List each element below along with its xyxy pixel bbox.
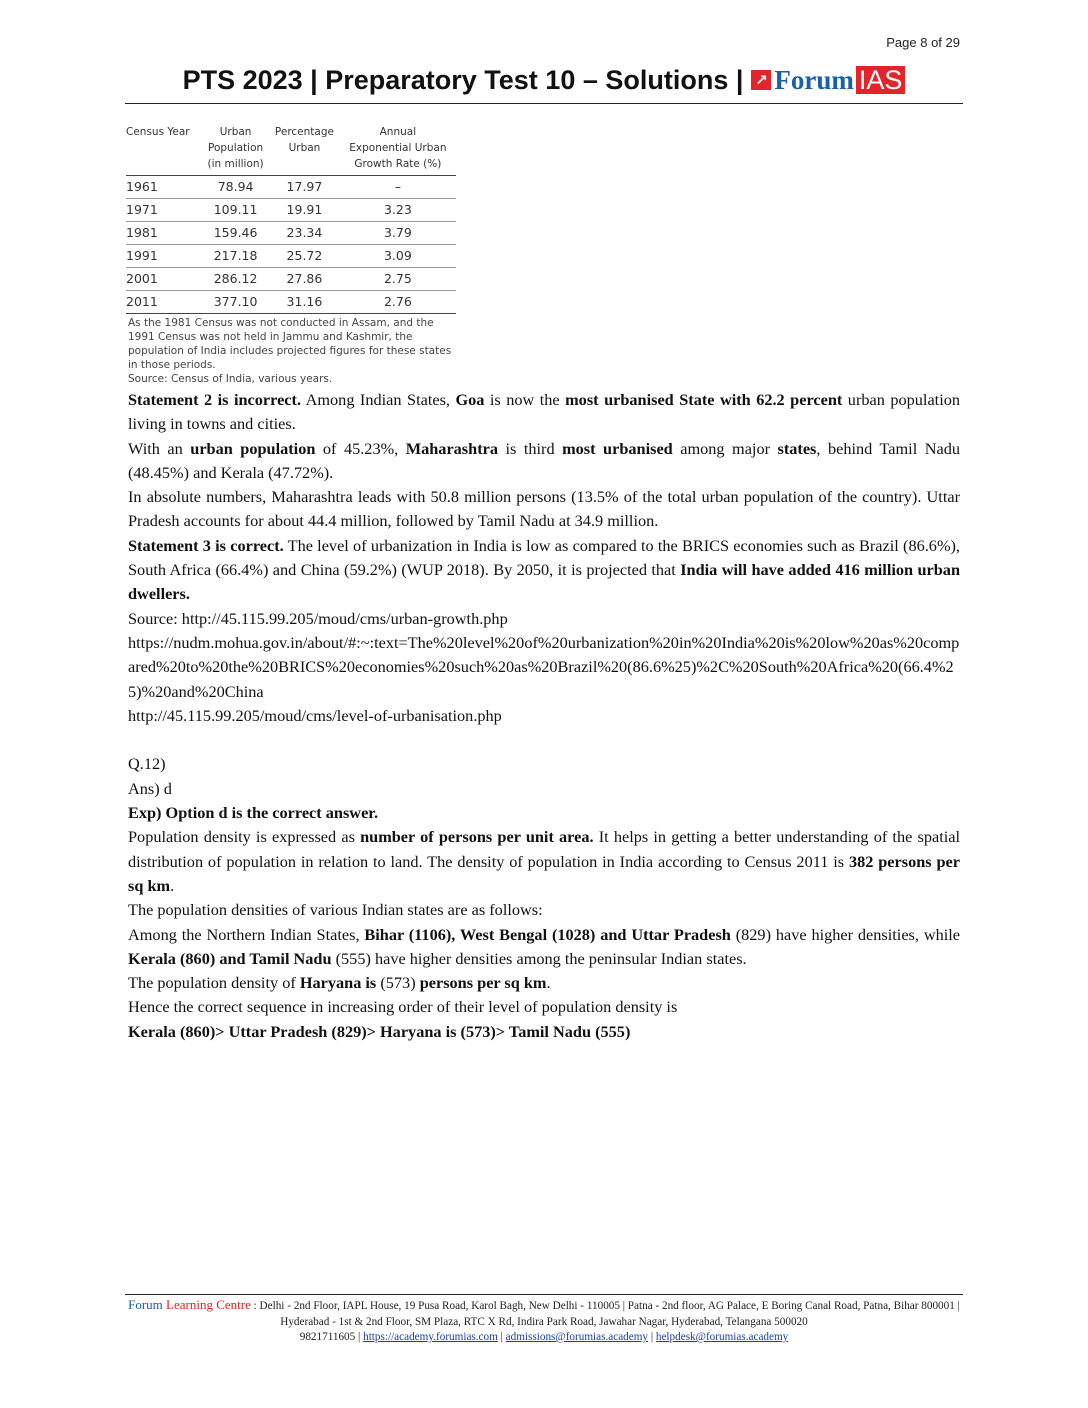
footer: Forum Learning Centre : Delhi - 2nd Floor, IAPL House, 19 Pusa Road, Karol Bagh, New Delhi - 110005 | Patna - 2nd floor, AG Palace, E Boring Canal Road, Patna, Bihar 800001 | Hyderabad - 1st & 2nd Floor, SM Plaza, RTC X Rd, Indira Park Road, Jawahar Nagar, Hyderabad, Telangana 500020 9821711605 | https://academy.forumias.com | admissions@forumias.academy | helpdesk@forumias.academy <box>128 1297 960 1343</box>
bold-text: states <box>777 438 817 458</box>
footer-forum: Forum <box>128 1297 163 1312</box>
column-header: Urban Population (in million) <box>207 126 264 170</box>
table-row <box>126 245 456 268</box>
table-cell: 1971 <box>126 199 202 222</box>
paragraph <box>128 534 960 607</box>
page-title: PTS 2023 | Preparatory Test 10 – Solutions | <box>182 64 744 95</box>
paragraph <box>128 388 960 437</box>
paragraph <box>128 437 960 486</box>
text: The level of urbanization in India is low as compared to the BRICS economies such as Brazil (86.6%), South Africa (66.4%) and China (59.2%) (WUP 2018). By 2050, it is projected that <box>128 535 960 580</box>
table-cell: 109.11 <box>202 199 269 222</box>
text: The population density of <box>128 973 300 993</box>
table-note <box>128 316 458 386</box>
table-cell: – <box>340 176 456 199</box>
paragraph <box>128 923 960 972</box>
paragraph <box>128 1020 960 1044</box>
census-table <box>126 124 456 314</box>
text: (829) have higher densities, while <box>730 924 960 944</box>
bold-text: Statement 3 is correct. <box>128 535 284 555</box>
text: In absolute numbers, Maharashtra leads with 50.8 million persons (13.5% of the total urban population of the country). Uttar Pradesh accounts for about 44.4 million, followed by Tamil Nadu at 34.9 million. <box>128 487 960 531</box>
bold-text: Exp) Option d is the correct answer. <box>128 803 379 823</box>
text: (573) <box>376 973 420 993</box>
text: Among the Northern Indian States, <box>128 924 365 944</box>
logo-ias: IAS <box>856 66 906 94</box>
text: , behind Tamil Nadu (48.45%) and Kerala (47.72%). <box>128 438 960 482</box>
paragraph <box>128 777 960 801</box>
bold-text: number of persons per unit area. <box>360 827 594 847</box>
arrow-icon: ↗ <box>751 70 771 90</box>
table-cell: 25.72 <box>269 245 340 268</box>
table-cell: 2011 <box>126 291 202 314</box>
text: . <box>546 973 551 993</box>
spacer <box>128 728 960 752</box>
table-row <box>126 291 456 314</box>
bold-text: 382 persons per sq km <box>128 851 960 895</box>
bold-text: Goa <box>455 390 485 409</box>
bold-text: urban population <box>190 438 316 458</box>
paragraph <box>128 607 960 631</box>
table-cell: 286.12 <box>202 268 269 291</box>
table-cell: 1981 <box>126 222 202 245</box>
paragraph <box>128 971 960 995</box>
table-cell: 19.91 <box>269 199 340 222</box>
logo-forum: Forum <box>774 65 854 95</box>
bold-text: India will have added 416 million urban dwellers. <box>128 560 961 604</box>
table-cell: 3.09 <box>340 245 456 268</box>
table-cell: 78.94 <box>202 176 269 199</box>
helpdesk-email-link[interactable]: helpdesk@forumias.academy <box>655 1331 789 1343</box>
table-cell: 1961 <box>126 176 202 199</box>
paragraph <box>128 995 960 1019</box>
table-row <box>126 176 456 199</box>
paragraph <box>128 898 960 922</box>
text: http://45.115.99.205/moud/cms/level-of-urbanisation.php <box>128 705 502 725</box>
text: Population density is expressed as <box>128 827 361 847</box>
paragraph <box>128 704 960 728</box>
table-cell: 1991 <box>126 245 202 268</box>
footer-phone: 9821711605 <box>299 1331 356 1343</box>
column-header: Census Year <box>126 126 190 138</box>
text: The population densities of various Indian states are as follows: <box>128 900 543 920</box>
bold-text: Statement 2 is incorrect. <box>128 390 302 409</box>
text: Q.12) <box>128 754 166 774</box>
table-footnote: As the 1981 Census was not conducted in Assam, and the 1991 Census was not held in Jammu and Kashmir, the population of India includes projected figures for these states in those periods. <box>128 317 452 371</box>
bold-text: most urbanised State with 62.2 percent <box>565 390 843 409</box>
text: Ans) d <box>128 778 172 798</box>
solution-body <box>128 388 960 1044</box>
table-row <box>126 268 456 291</box>
table-header-row <box>126 124 456 176</box>
table-cell: 27.86 <box>269 268 340 291</box>
page-header <box>128 62 960 98</box>
table-cell: 217.18 <box>202 245 269 268</box>
table-row <box>126 222 456 245</box>
bold-text: persons per sq km <box>419 973 547 993</box>
text: https://nudm.mohua.gov.in/about/#:~:text=The%20level%20of%20urbanization%20in%20India%20is%20low%20as%20compared%20to%20the%20BRICS%20economies%20such%20as%20Brazil%20(86.6%25)%2C%20South%20Africa%20(66.4%25)%20and%20China <box>128 632 960 701</box>
paragraph <box>128 752 960 776</box>
footer-address: : Delhi - 2nd Floor, IAPL House, 19 Pusa Road, Karol Bagh, New Delhi - 110005 | Patna - 2nd floor, AG Palace, E Boring Canal Road, Patna, Bihar 800001 | Hyderabad - 1st & 2nd Floor, SM Plaza, RTC X Rd, Indira Park Road, Jawahar Nagar, Hyderabad, Telangana 500020 <box>250 1300 960 1328</box>
header-rule <box>125 103 963 104</box>
text: . <box>170 875 175 895</box>
table-cell: 2.75 <box>340 268 456 291</box>
page-number: Page 8 of 29 <box>886 35 960 50</box>
bold-text: Haryana is <box>299 973 377 993</box>
text: With an <box>128 438 191 458</box>
footer-centre: Learning Centre <box>162 1297 251 1312</box>
bold-text: Maharashtra <box>405 438 498 458</box>
bold-text: Kerala (860)> Uttar Pradesh (829)> Haryana is (573)> Tamil Nadu (555) <box>128 1021 631 1041</box>
table-cell: 17.97 <box>269 176 340 199</box>
page-content <box>128 124 960 1044</box>
bold-text: most urbanised <box>562 438 673 458</box>
table-cell: 2001 <box>126 268 202 291</box>
table-cell: 31.16 <box>269 291 340 314</box>
website-link[interactable]: https://academy.forumias.com <box>363 1331 498 1343</box>
table-cell: 159.46 <box>202 222 269 245</box>
text: Among Indian States, <box>301 390 456 409</box>
table-cell: 3.23 <box>340 199 456 222</box>
paragraph <box>128 485 960 534</box>
admissions-email-link[interactable]: admissions@forumias.academy <box>505 1331 649 1343</box>
text: Hence the correct sequence in increasing order of their level of population density is <box>128 997 678 1017</box>
paragraph <box>128 801 960 825</box>
paragraph <box>128 825 960 898</box>
table-cell: 3.79 <box>340 222 456 245</box>
forumias-logo <box>751 66 905 94</box>
table-cell: 377.10 <box>202 291 269 314</box>
text: urban population living in towns and cities. <box>128 390 960 434</box>
table-source: Source: Census of India, various years. <box>128 373 333 385</box>
bold-text: Bihar (1106), West Bengal (1028) and Uttar Pradesh <box>364 924 731 944</box>
table-row <box>126 199 456 222</box>
text: is third <box>497 438 563 458</box>
text: (555) have higher densities among the peninsular Indian states. <box>331 948 747 968</box>
bold-text: Kerala (860) and Tamil Nadu <box>128 948 332 968</box>
table-cell: 2.76 <box>340 291 456 314</box>
text: is now the <box>484 390 566 409</box>
text: It helps in getting a better understanding of the spatial distribution of population in relation to land. The density of population in India according to Census 2011 is <box>128 827 960 871</box>
paragraph <box>128 631 960 704</box>
text: Source: http://45.115.99.205/moud/cms/urban-growth.php <box>128 608 508 628</box>
table-cell: 23.34 <box>269 222 340 245</box>
footer-rule <box>125 1294 963 1295</box>
column-header: Annual Exponential Urban Growth Rate (%) <box>349 126 447 170</box>
column-header: Percentage Urban <box>274 126 334 154</box>
text: of 45.23%, <box>315 438 406 458</box>
text: among major <box>672 438 778 458</box>
